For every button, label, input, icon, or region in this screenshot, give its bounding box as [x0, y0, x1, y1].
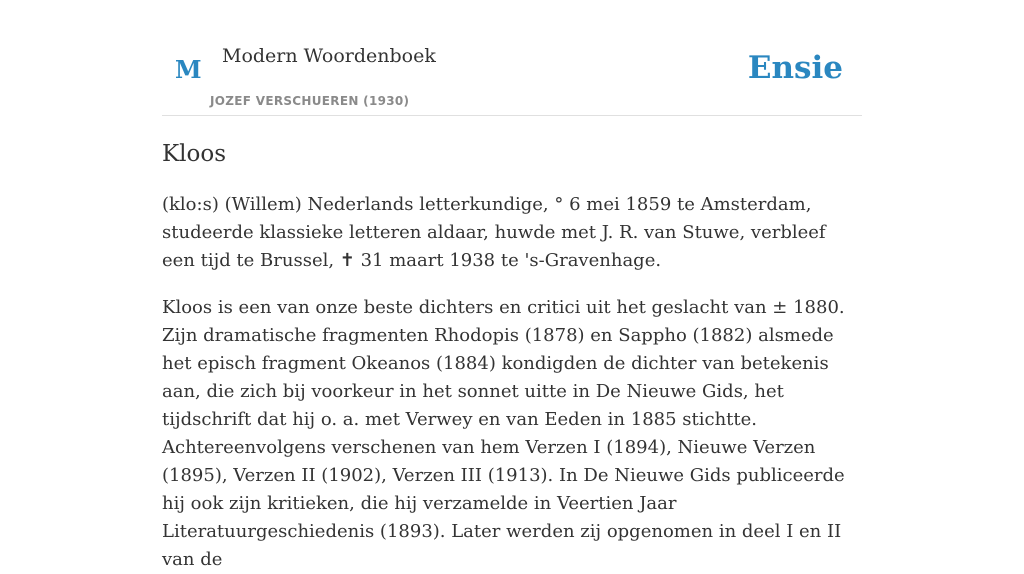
header [162, 0, 862, 116]
book-logo[interactable]: M [175, 55, 202, 84]
entry-paragraph-2: Kloos is een van onze beste dichters en critici uit het geslacht van ± 1880. Zijn dramatische fragmenten Rhodopis (1878) en Sappho (1882) alsmede het episch fragment Okeanos (1884) kondigden de dichter van betekenis aan, die zich bij voorkeur in het sonnet uitte in De Nieuwe Gids, het tijdschrift dat hij o. a. met Verwey en van Eeden in 1885 stichtte. Achtereenvolgens verschenen van hem Verzen I (1894), Nieuwe Verzen (1895), Verzen II (1902), Verzen III (1913). In De Nieuwe Gids publiceerde hij ook zijn kritieken, die hij verzamelde in Veertien Jaar Literatuurgeschiedenis (1893). Later werden zij opgenomen in deel I en II van de [162, 297, 845, 570]
page [162, 0, 862, 574]
entry-title: Kloos [162, 141, 227, 167]
entry-paragraph-1: (klo:s) (Willem) Nederlands letterkundige, ° 6 mei 1859 te Amsterdam, studeerde klassieke letteren aldaar, huwde met J. R. van Stuwe, verbleef een tijd te Brussel, ✝ 31 maart 1938 te 's-Gravenhage. [162, 194, 826, 271]
ensie-logo-link[interactable]: Ensie [747, 50, 843, 86]
book-title-link[interactable]: Modern Woordenboek [222, 45, 436, 67]
book-author: JOZEF VERSCHUEREN (1930) [210, 94, 410, 108]
